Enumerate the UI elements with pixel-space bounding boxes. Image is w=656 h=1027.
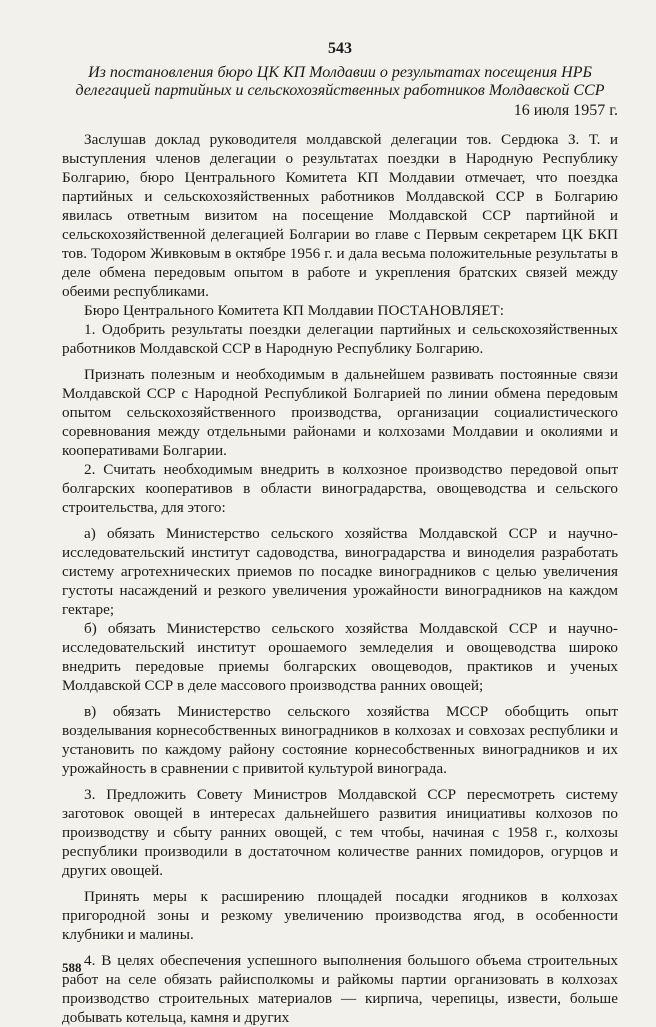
paragraph-item-1: 1. Одобрить результаты поездки делегации партийных и сельскохозяйственных работников Молдавской ССР в Народную Республику Болгарию.: [62, 321, 618, 357]
document-page: [62, 40, 618, 1027]
paragraph-item-4: 4. В целях обеспечения успешного выполнения большого объема строительных работ на селе обязать райисполкомы и райкомы партии организовать в колхозах производство строительных материалов — кирпича, черепицы, извести, больше добывать котельца, камня и других: [62, 952, 618, 1026]
paragraph-item-3: 3. Предложить Совету Министров Молдавской ССР пересмотреть систему заготовок овощей в интересах дальнейшего развития инициативы колхозов по производству и сбыту ранних овощей, с тем чтобы, начиная с 1958 г., колхозы республики производили в достаточном количестве ранних помидоров, огурцов и других овощей.: [62, 786, 618, 879]
document-title: Из постановления бюро ЦК КП Молдавии о результатах посещения НРБ делегацией партийных и сельскохозяйственных работников Молдавской ССР: [75, 64, 605, 99]
paragraph-item-2: 2. Считать необходимым внедрить в колхозное производство передовой опыт болгарских кооперативов в области виноградарства, овощеводства и сельского строительства, для этого:: [62, 461, 618, 516]
paragraph-item-2a: а) обязать Министерство сельского хозяйства Молдавской ССР и научно-исследовательский институт садоводства, виноградарства и виноделия разработать систему агротехнических приемов по посадке виноградников с целью увеличения густоты насаждений и резкого увеличения урожайности виноградников на каждом гектаре;: [62, 525, 618, 618]
paragraph-item-2c: в) обязать Министерство сельского хозяйства МССР обобщить опыт возделывания корнесобственных виноградников в колхозах и совхозах республики и установить по каждому району состояние корнесобственных виноградников и их урожайность в сравнении с привитой культурой винограда.: [62, 703, 618, 777]
paragraph-preamble: Заслушав доклад руководителя молдавской делегации тов. Сердюка З. Т. и выступления членов делегации о результатах поездки в Народную Республику Болгарию, бюро Центрального Комитета КП Молдавии отмечает, что поездка партийных и сельскохозяйственных работников Молдавской ССР в Болгарию явилась ответным визитом на посещение Молдавской ССР партийной и сельскохозяйственной делегацией Болгарии во главе с Первым секретарем ЦК БКП тов. Тодором Живковым в октябре 1956 г. и дала весьма положительные результаты в деле обмена передовым опытом в работе и укрепления братских связей между обеими республиками.: [62, 131, 618, 300]
paragraph-resolution-heading: Бюро Центрального Комитета КП Молдавии ПОСТАНОВЛЯЕТ:: [84, 302, 504, 319]
document-number: 543: [328, 40, 352, 57]
document-date: 16 июля 1957 г.: [513, 102, 618, 119]
page-number: 588: [62, 960, 82, 975]
paragraph-item-3-continued: Принять меры к расширению площадей посадки ягодников в колхозах пригородной зоны и резкому увеличению производства ягод, в особенности клубники и малины.: [62, 888, 618, 943]
paragraph-item-1-continued: Признать полезным и необходимым в дальнейшем развивать постоянные связи Молдавской ССР с Народной Республикой Болгарией по линии обмена передовым опытом сельскохозяйственного производства, организации социалистического соревнования между отдельными районами и колхозами Молдавии и околиями и кооперативами Болгарии.: [62, 366, 618, 459]
paragraph-item-2b: б) обязать Министерство сельского хозяйства Молдавской ССР и научно-исследовательский институт орошаемого земледелия и овощеводства широко внедрить передовые приемы болгарских овощеводов, практиков и ученых Молдавской ССР в деле массового производства ранних овощей;: [62, 620, 618, 694]
